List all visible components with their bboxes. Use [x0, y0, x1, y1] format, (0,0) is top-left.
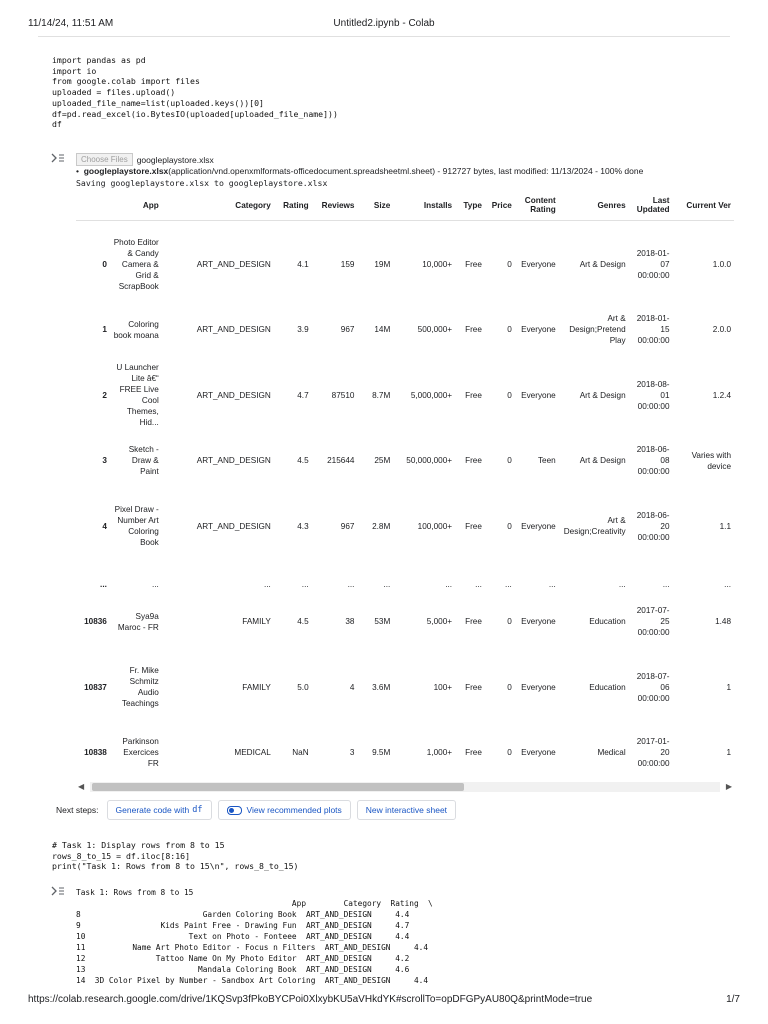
table-cell: ... [662, 580, 670, 589]
generate-code-label: Generate code with [115, 805, 190, 815]
row-index: 0 [102, 259, 107, 269]
row-index: 10836 [84, 617, 107, 626]
print-title: Untitled2.ipynb - Colab [333, 18, 435, 29]
table-cell: ... [475, 580, 482, 589]
scroll-right-icon[interactable]: ▶ [725, 782, 732, 791]
table-cell: Everyone [521, 617, 556, 626]
table-cell: Free [465, 617, 482, 626]
horizontal-scrollbar[interactable] [76, 778, 734, 796]
table-row [76, 439, 734, 483]
page-url: https://colab.research.google.com/drive/1KQSvp3fPkoBYCPoi0XlxybKU5aVHkdYK#scrollTo=opDFGPyAU80Q&printMode=true [28, 994, 593, 1005]
table-cell: 2018-01-15 00:00:00 [636, 314, 670, 345]
table-cell: 1.48 [715, 617, 731, 626]
table-cell: ... [301, 580, 309, 589]
table-cell: 1.1 [719, 521, 731, 531]
table-row [76, 731, 734, 775]
table-cell: 159 [340, 259, 355, 269]
column-header: Category [162, 190, 274, 221]
column-header: Type [455, 190, 485, 221]
table-cell: Everyone [521, 259, 556, 269]
table-cell: 9.5M [372, 748, 391, 757]
row-index: 3 [102, 456, 107, 465]
table-row [76, 221, 734, 308]
table-cell: Education [589, 617, 626, 626]
table-cell: 50,000,000+ [406, 456, 453, 465]
toggle-icon [227, 806, 242, 815]
column-header: Reviews [312, 190, 358, 221]
table-cell: Parkinson Exercices FR [122, 737, 159, 768]
table-cell: 4.7 [297, 390, 309, 400]
table-cell: 500,000+ [417, 325, 453, 334]
table-cell: 1 [726, 682, 731, 692]
table-cell: 2018-01-07 00:00:00 [636, 248, 670, 280]
print-header [28, 18, 740, 32]
table-cell: 1 [726, 748, 731, 757]
table-cell: Sya9a Maroc - FR [117, 611, 159, 632]
column-header: Installs [393, 190, 455, 221]
table-cell: 100+ [433, 682, 453, 692]
column-header: Last Updated [629, 190, 673, 221]
table-cell: 0 [507, 390, 512, 400]
table-cell: Free [465, 390, 482, 400]
dataframe-header-row [76, 190, 734, 221]
column-header: Current Ver [673, 190, 734, 221]
table-cell: ... [724, 580, 731, 589]
table-cell: 967 [340, 521, 355, 531]
table-cell: Art & Design;Pretend Play [569, 314, 626, 345]
table-cell: 0 [507, 325, 512, 334]
table-cell: 14M [374, 325, 391, 334]
code-cell-1[interactable]: import pandas as pd import io from google.colab import files uploaded = files.upload() uploaded_file_name=list(uploaded.keys())[0] df=pd.read_excel(io.BytesIO(uploaded[uploaded_file_name])) df [52, 55, 338, 130]
table-cell: Art & Design [579, 259, 626, 269]
column-header: Price [485, 190, 515, 221]
generate-code-df: df [192, 805, 203, 815]
table-cell: ART_AND_DESIGN [196, 521, 271, 531]
column-header: Content Rating [515, 190, 559, 221]
table-cell: 4.5 [297, 456, 309, 465]
table-cell: Free [465, 325, 482, 334]
code-cell-2[interactable]: # Task 1: Display rows from 8 to 15 rows_8_to_15 = df.iloc[8:16] print("Task 1: Rows from 8 to 15\n", rows_8_to_15) [52, 840, 299, 872]
table-cell: ... [151, 580, 159, 589]
table-cell: Art & Design;Creativity [563, 516, 626, 536]
dataframe-output [76, 190, 734, 778]
table-row [76, 644, 734, 731]
bullet-icon: • [76, 166, 82, 176]
table-cell: 100,000+ [417, 521, 453, 531]
output-toggle-icon-2[interactable] [50, 885, 66, 897]
table-cell: NaN [292, 748, 309, 757]
upload-file-info: (application/vnd.openxmlformats-officedocument.spreadsheetml.sheet) - 912727 bytes, last modified: 11/13/2024 - 100% done [168, 166, 644, 176]
table-cell: ART_AND_DESIGN [196, 259, 271, 269]
table-row [76, 308, 734, 352]
table-cell: Everyone [521, 748, 556, 757]
row-index: 10838 [84, 748, 107, 757]
table-cell: 4.1 [297, 259, 309, 269]
table-cell: ... [618, 580, 626, 589]
table-cell: ART_AND_DESIGN [196, 325, 271, 334]
row-index: 4 [102, 521, 107, 531]
table-cell: 5,000+ [426, 617, 453, 626]
table-cell: 0 [507, 456, 512, 465]
table-cell: 38 [345, 617, 355, 626]
table-cell: 2017-07-25 00:00:00 [636, 606, 670, 637]
table-cell: 4.5 [297, 617, 309, 626]
next-steps-bar [56, 800, 462, 820]
upload-widget [76, 153, 214, 166]
table-cell: Medical [597, 748, 626, 757]
table-row [76, 352, 734, 439]
table-cell: ... [504, 580, 512, 589]
row-index: 1 [102, 325, 107, 334]
table-cell: 0 [507, 748, 512, 757]
chosen-file-name: googleplaystore.xlsx [136, 154, 214, 165]
table-cell: Free [465, 259, 482, 269]
table-cell: ... [383, 580, 391, 589]
table-cell: ... [548, 580, 556, 589]
column-header [76, 190, 110, 221]
table-cell: ART_AND_DESIGN [196, 456, 271, 465]
table-cell: ... [445, 580, 453, 589]
table-cell: 4.3 [297, 521, 309, 531]
table-cell: Photo Editor & Candy Camera & Grid & ScrapBook [113, 237, 159, 291]
table-cell: 0 [507, 682, 512, 692]
column-header: Size [357, 190, 393, 221]
row-index: ... [100, 580, 107, 589]
table-cell: MEDICAL [234, 748, 271, 757]
upload-status [76, 166, 643, 176]
table-cell: 2018-06-08 00:00:00 [636, 445, 670, 476]
table-cell: 87510 [331, 390, 355, 400]
table-cell: 2.8M [372, 521, 391, 531]
table-cell: U Launcher Lite â€“ FREE Live Cool Themes, Hid... [116, 363, 159, 427]
table-cell: 0 [507, 521, 512, 531]
table-cell: Art & Design [579, 456, 626, 465]
table-cell: 5,000,000+ [410, 390, 453, 400]
column-header: Rating [274, 190, 312, 221]
table-cell: 0 [507, 259, 512, 269]
table-cell: Art & Design [579, 390, 626, 400]
table-cell: 3.9 [297, 325, 309, 334]
table-cell: Education [589, 682, 626, 692]
table-cell: 2018-06-20 00:00:00 [636, 510, 670, 542]
view-recommended-plots-button[interactable] [218, 800, 351, 820]
table-cell: Free [465, 521, 482, 531]
table-cell: 3.6M [372, 682, 391, 692]
table-cell: Everyone [521, 390, 556, 400]
header-divider [38, 36, 730, 37]
table-cell: Free [465, 456, 482, 465]
view-plots-label: View recommended plots [246, 805, 342, 815]
choose-files-button[interactable]: Choose Files [76, 153, 133, 166]
print-datetime: 11/14/24, 11:51 AM [28, 18, 114, 29]
new-interactive-sheet-button[interactable]: New interactive sheet [357, 800, 456, 820]
table-cell: Teen [537, 456, 556, 465]
table-cell: Everyone [521, 325, 556, 334]
table-cell: Pixel Draw - Number Art Coloring Book [114, 505, 159, 547]
table-cell: Free [465, 748, 482, 757]
scroll-left-icon[interactable]: ◀ [78, 782, 85, 791]
output-toggle-icon[interactable] [50, 152, 66, 164]
table-cell: 0 [507, 617, 512, 626]
table-cell: 19M [374, 259, 391, 269]
next-steps-label: Next steps: [56, 805, 99, 815]
table-row [76, 600, 734, 644]
table-cell: 25M [374, 456, 391, 465]
upload-file-bold: googleplaystore.xlsx [83, 166, 169, 176]
dataframe-table [76, 190, 734, 778]
cell-2-output: Task 1: Rows from 8 to 15 App Category Rating \ 8 Garden Coloring Book ART_AND_DESIGN 4.4 9 Kids Paint Free - Drawing Fun ART_AND_DESIGN 4.7 10 Text on Photo - Fonteee ART_AND_DESIGN 4.4 11 Name Art Photo Editor - Focus n Filters ART_AND_DESIGN 4.4 12 Tattoo Name On My Photo Editor ART_AND_DESIGN 4.2 13 Mandala Coloring Book ART_AND_DESIGN 4.6 14 3D Color Pixel by Number - Sandbox Art Coloring ART_AND_DESIGN 4.4 [76, 888, 433, 985]
table-cell: 8.7M [372, 390, 391, 400]
ellipsis-row [76, 570, 734, 600]
table-cell: 967 [340, 325, 355, 334]
generate-code-button[interactable] [107, 800, 212, 820]
table-cell: Everyone [521, 682, 556, 692]
table-cell: ... [347, 580, 355, 589]
table-cell: 2.0.0 [712, 325, 731, 334]
table-cell: 2018-08-01 00:00:00 [636, 379, 670, 411]
saving-message: Saving googleplaystore.xlsx to googleplaystore.xlsx [76, 178, 328, 188]
table-cell: Sketch - Draw & Paint [128, 445, 159, 476]
table-cell: 1,000+ [426, 748, 453, 757]
table-cell: Varies with device [691, 450, 731, 471]
table-cell: 1.2.4 [712, 390, 731, 400]
scroll-thumb[interactable] [92, 783, 464, 791]
table-cell: 2017-01-20 00:00:00 [636, 737, 670, 768]
page-number: 1/7 [726, 994, 740, 1005]
row-index: 10837 [84, 682, 107, 692]
table-cell: 10,000+ [422, 259, 453, 269]
table-cell: FAMILY [242, 617, 271, 626]
column-header: Genres [559, 190, 629, 221]
table-cell: 2018-07-06 00:00:00 [636, 671, 670, 703]
table-cell: Fr. Mike Schmitz Audio Teachings [121, 666, 159, 708]
table-row [76, 483, 734, 570]
table-cell: Coloring book moana [113, 319, 159, 340]
table-cell: ... [263, 580, 271, 589]
table-cell: Free [465, 682, 482, 692]
table-cell: 4 [349, 682, 355, 692]
table-cell: FAMILY [242, 682, 271, 692]
table-cell: ART_AND_DESIGN [196, 390, 271, 400]
column-header: App [110, 190, 162, 221]
row-index: 2 [102, 390, 107, 400]
table-cell: 5.0 [297, 682, 309, 692]
table-cell: 53M [374, 617, 391, 626]
table-cell: 1.0.0 [712, 259, 731, 269]
table-cell: 215644 [327, 456, 355, 465]
table-cell: 3 [349, 748, 355, 757]
table-cell: Everyone [521, 521, 556, 531]
